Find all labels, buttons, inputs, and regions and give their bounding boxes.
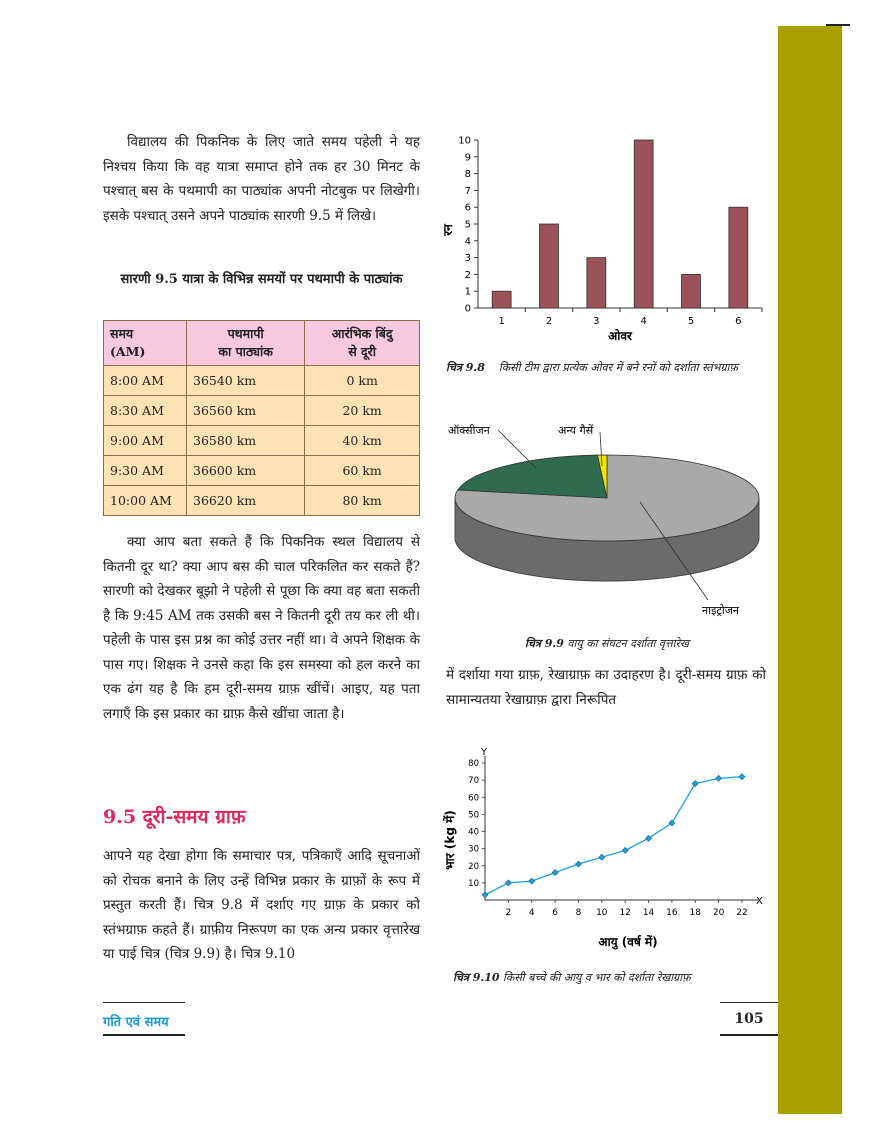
- footer-rule-bottom: [103, 1034, 185, 1036]
- line-x-label: आयु (वर्ष में): [598, 935, 658, 949]
- line-x-tick-label: 12: [619, 908, 631, 918]
- line-y-tick-label: 50: [468, 810, 479, 821]
- bar-y-tick-label: 10: [458, 135, 471, 147]
- bar-y-tick-label: 6: [464, 202, 471, 214]
- table-row: [104, 396, 420, 426]
- bar-over-4: [634, 140, 653, 308]
- line-x-tick-label: 18: [689, 908, 701, 918]
- pie-chart-air-composition: [440, 420, 775, 630]
- bar-y-tick-label: 3: [464, 253, 471, 265]
- figure-9-8-text: किसी टीम द्वारा प्रत्येक ओवर में बने रनों को दर्शाता स्तंभग्राफ़: [498, 361, 738, 374]
- footer-chapter-title: गति एवं समय: [103, 1015, 169, 1030]
- pie-label-nitrogen: नाइट्रोजन: [702, 604, 740, 617]
- odometer-table: [103, 320, 420, 516]
- line-y-tick-label: 40: [468, 827, 479, 838]
- bar-x-tick-label: 6: [735, 316, 742, 327]
- line-y-tick-label: 10: [468, 878, 479, 889]
- line-point: [529, 878, 535, 884]
- line-y-axis-letter: Y: [481, 747, 488, 758]
- line-x-tick-label: 10: [596, 908, 608, 918]
- cell-odometer: 36540 km: [187, 366, 305, 396]
- line-point: [552, 870, 558, 876]
- header-time: [104, 321, 187, 366]
- cell-odometer: 36560 km: [187, 396, 305, 426]
- bar-x-tick-label: 3: [593, 316, 600, 327]
- line-point: [482, 892, 488, 898]
- line-point: [739, 774, 745, 780]
- bar-x-tick-label: 4: [640, 316, 647, 327]
- bar-over-2: [540, 224, 559, 308]
- line-x-tick-label: 20: [712, 908, 725, 918]
- cell-distance: 0 km: [305, 366, 420, 396]
- figure-9-8-label: चित्र 9.8: [446, 361, 485, 374]
- header-odometer-line1: पथमापी: [227, 326, 264, 341]
- bar-x-label: ओवर: [608, 329, 632, 343]
- line-point: [575, 861, 581, 867]
- header-odometer: [187, 321, 305, 366]
- table-row: [104, 366, 420, 396]
- pie-label-other-gases: अन्य गैसें: [558, 424, 594, 437]
- bar-y-tick-label: 1: [464, 286, 471, 298]
- header-distance-line1: आरंभिक बिंदु: [331, 326, 393, 341]
- bar-over-6: [729, 207, 748, 308]
- header-time-line1: समय: [110, 326, 134, 341]
- table-header-row: [104, 321, 420, 366]
- figure-9-10-caption: [453, 968, 773, 987]
- question-paragraph: क्या आप बता सकते हैं कि पिकनिक स्थल विद्यालय से कितनी दूर था? क्या आप बस की चाल परिकलित कर सकते हैं? सारणी को देखकर बूझो ने पहेली से पूछा कि क्या वह बता सकती है कि 9:45 AM तक उसकी बस ने कितनी दूरी तय कर ली थी। पहेली के पास इस प्रश्न का कोई उत्तर नहीं था। वे अपने शिक्षक के पास गए। शिक्षक ने उनसे कहा कि इस समस्या को हल करने का एक ढंग यह है कि हम दूरी-समय ग्राफ़ खींचें। आइए, यह पता लगाएँ कि इस प्रकार का ग्राफ़ कैसे खींचा जाता है।: [103, 534, 420, 722]
- bar-over-1: [492, 291, 511, 308]
- line-x-tick-label: 8: [575, 908, 582, 918]
- figure-9-9-text: वायु का संघटन दर्शाता वृत्तारेख: [567, 637, 689, 650]
- line-y-tick-label: 80: [468, 759, 479, 769]
- line-y-tick-label: 20: [468, 861, 479, 872]
- bar-over-5: [682, 274, 701, 308]
- figure-9-9-label: चित्र 9.9: [525, 637, 564, 650]
- cell-distance: 40 km: [305, 426, 420, 456]
- figure-9-10-text: किसी बच्चे की आयु व भार को दर्शाता रेखाग्राफ़: [503, 971, 691, 984]
- cell-time: 9:00 AM: [104, 426, 187, 456]
- header-distance-line2: से दूरी: [348, 344, 377, 359]
- side-color-band: [778, 26, 842, 1114]
- cell-distance: 60 km: [305, 456, 420, 486]
- bar-x-tick-label: 2: [545, 316, 553, 327]
- cell-time: 9:30 AM: [104, 456, 187, 486]
- bar-y-label: रन: [441, 224, 455, 236]
- cell-time: 10:00 AM: [104, 486, 187, 516]
- figure-9-8-caption: [446, 358, 768, 377]
- line-x-tick-label: 14: [642, 908, 655, 918]
- bar-y-tick-label: 4: [464, 236, 471, 248]
- page-number: 105: [734, 1011, 764, 1027]
- page-number-rule-top: [720, 1002, 778, 1003]
- bar-y-tick-label: 8: [464, 169, 471, 181]
- corner-tick: [826, 24, 850, 26]
- bar-over-3: [587, 258, 606, 308]
- oxygen-leader-line: [498, 430, 536, 468]
- line-graph-paragraph: में दर्शाया गया ग्राफ़, रेखाग्राफ़ का उदाहरण है। दूरी-समय ग्राफ़ को सामान्यतया रेखाग्राफ़ द्वारा निरूपित: [446, 667, 766, 708]
- bar-y-tick-label: 2: [464, 269, 471, 281]
- table-caption: सारणी 9.5 यात्रा के विभिन्न समयों पर पथमापी के पाठ्यांक: [120, 272, 403, 287]
- bar-x-tick-label: 5: [687, 316, 695, 327]
- pie-label-oxygen: ऑक्सीजन: [448, 424, 490, 437]
- bar-y-tick-label: 7: [464, 185, 471, 197]
- line-point: [622, 847, 628, 853]
- intro-paragraph: विद्यालय की पिकनिक के लिए जाते समय पहेली ने यह निश्चय किया कि वह यात्रा समाप्त होने तक हर 30 मिनट के पश्चात् बस के पथमापी का पाठ्यांक अपनी नोटबुक पर लिखेगी। इसके पश्चात् उसने अपने पाठ्यांक सारणी 9.5 में लिखे।: [103, 134, 420, 224]
- line-y-tick-label: 30: [468, 844, 479, 855]
- section-heading: 9.5 दूरी-समय ग्राफ़: [103, 806, 246, 828]
- line-x-tick-label: 16: [666, 908, 678, 918]
- line-x-tick-label: 22: [736, 908, 748, 918]
- line-x-tick-label: 2: [505, 908, 512, 918]
- cell-distance: 20 km: [305, 396, 420, 426]
- page-number-rule-bottom: [720, 1034, 778, 1036]
- line-y-tick-label: 70: [468, 776, 479, 787]
- cell-odometer: 36580 km: [187, 426, 305, 456]
- cell-time: 8:30 AM: [104, 396, 187, 426]
- line-y-label: भार (kg में): [443, 810, 457, 870]
- line-x-axis-letter: X: [756, 896, 763, 907]
- line-x-tick-label: 6: [552, 908, 558, 918]
- figure-9-10-label: चित्र 9.10: [453, 971, 500, 984]
- table-row: [104, 426, 420, 456]
- graphs-paragraph: आपने यह देखा होगा कि समाचार पत्र, पत्रिकाएँ आदि सूचनाओं को रोचक बनाने के लिए उन्हें विभिन्न प्रकार के ग्राफ़ों के रूप में प्रस्तुत करती हैं। चित्र 9.8 में दर्शाए गए ग्राफ़ के प्रकार को स्तंभग्राफ़ कहते हैं। ग्राफ़ीय निरूपण का एक अन्य प्रकार वृत्तारेख या पाई चित्र (चित्र 9.9) है। चित्र 9.10: [103, 848, 420, 962]
- header-distance: [305, 321, 420, 366]
- cell-time: 8:00 AM: [104, 366, 187, 396]
- header-odometer-line2: का पाठ्यांक: [218, 344, 273, 359]
- line-point: [505, 880, 511, 886]
- line-chart-age-weight: [440, 742, 770, 962]
- cell-distance: 80 km: [305, 486, 420, 516]
- header-time-line2: (AM): [110, 344, 146, 359]
- table-row: [104, 456, 420, 486]
- bar-chart-runs-per-over: [440, 126, 770, 352]
- bar-y-tick-label: 0: [464, 303, 471, 315]
- line-series-weight: [485, 777, 742, 895]
- bar-y-tick-label: 9: [464, 152, 471, 164]
- bar-x-tick-label: 1: [498, 316, 505, 327]
- line-point: [716, 775, 722, 781]
- cell-odometer: 36620 km: [187, 486, 305, 516]
- figure-9-9-caption: [446, 634, 768, 653]
- line-x-tick-label: 4: [528, 908, 535, 918]
- footer-rule-top: [103, 1002, 185, 1003]
- bar-y-tick-label: 5: [464, 219, 471, 231]
- line-point: [692, 781, 698, 787]
- line-y-tick-label: 60: [468, 793, 479, 804]
- cell-odometer: 36600 km: [187, 456, 305, 486]
- line-point: [599, 854, 605, 860]
- table-row: [104, 486, 420, 516]
